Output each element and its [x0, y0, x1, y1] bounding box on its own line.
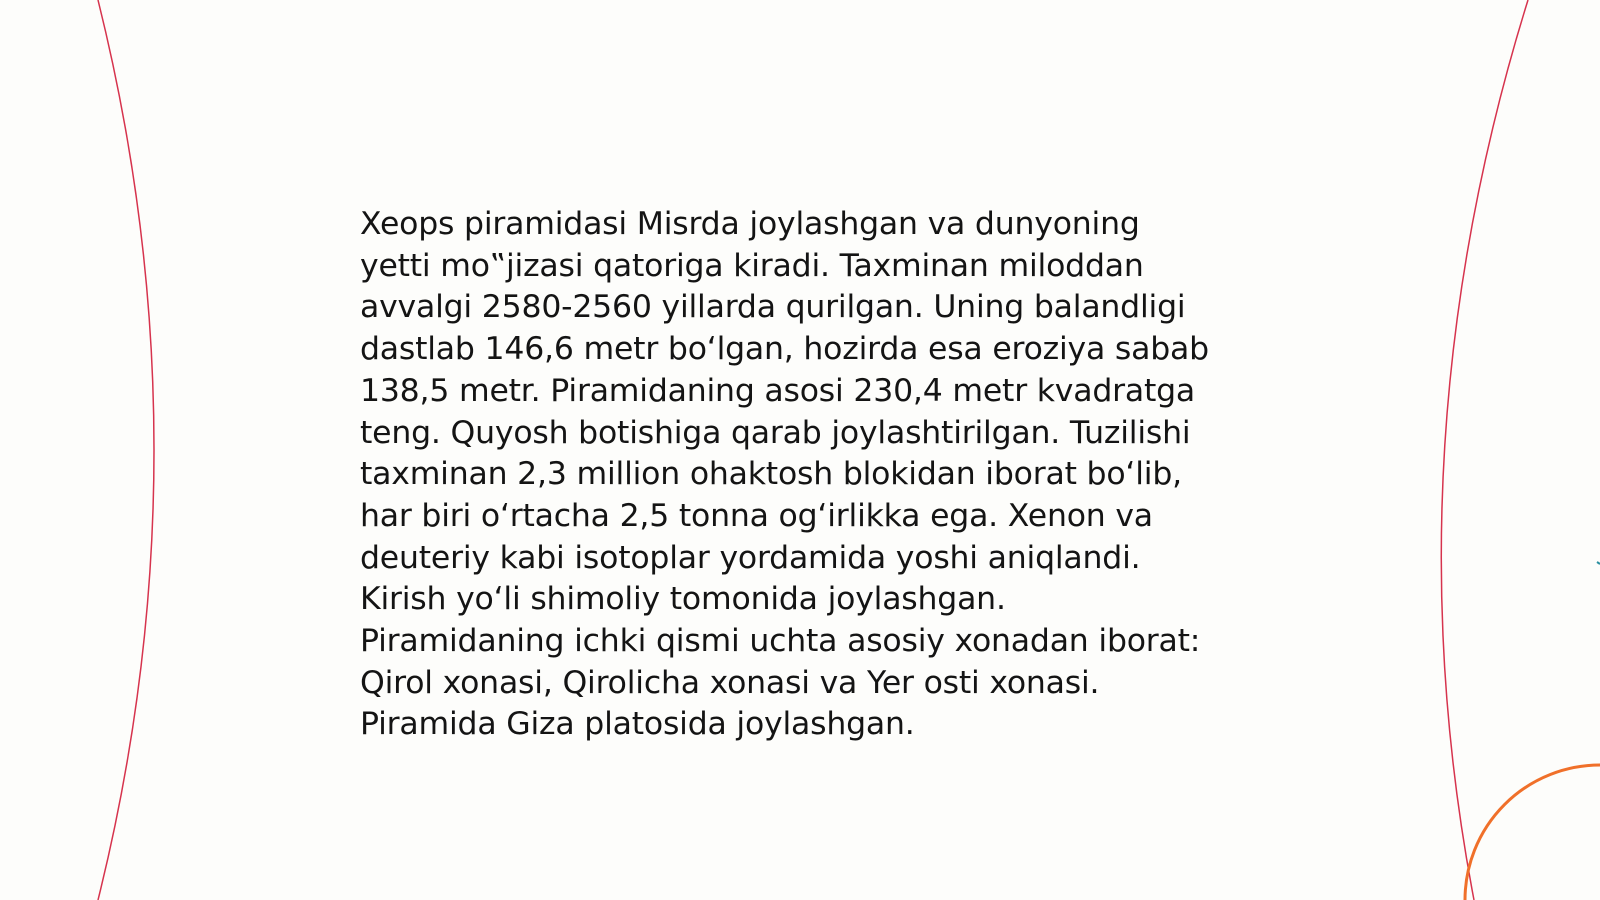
paragraph-line: Qirol xonasi, Qirolicha xonasi va Yer osti xonasi.: [360, 664, 1100, 701]
paragraph-line: har biri o‘rtacha 2,5 tonna og‘irlikka ega. Xenon va: [360, 497, 1153, 534]
paragraph-line: taxminan 2,3 million ohaktosh blokidan iborat bo‘lib,: [360, 456, 1182, 493]
paragraph-line: dastlab 146,6 metr bo‘lgan, hozirda esa eroziya sabab: [360, 331, 1209, 368]
paragraph-line: Kirish yo‘li shimoliy tomonida joylashgan.: [360, 581, 1006, 618]
right-curve: [1441, 0, 1528, 900]
body-paragraph: [360, 204, 1260, 746]
paragraph-line: 138,5 metr. Piramidaning asosi 230,4 metr kvadratga: [360, 372, 1196, 409]
orange-circle-arc: [1465, 765, 1600, 900]
paragraph-line: Xeops piramidasi Misrda joylashgan va dunyoning: [360, 206, 1140, 242]
paragraph-line: Piramida Giza platosida joylashgan.: [360, 706, 915, 743]
paragraph-line: avvalgi 2580-2560 yillarda qurilgan. Uning balandligi: [360, 289, 1186, 326]
paragraph-line: teng. Quyosh botishiga qarab joylashtirilgan. Tuzilishi: [360, 414, 1191, 451]
paragraph-line: deuteriy kabi isotoplar yordamida yoshi aniqlandi.: [360, 539, 1141, 576]
paragraph-line: yetti mo‟jizasi qatoriga kiradi. Taxminan miloddan: [360, 247, 1144, 284]
paragraph-line: Piramidaning ichki qismi uchta asosiy xonadan iborat:: [360, 623, 1201, 660]
left-curve: [98, 0, 154, 900]
